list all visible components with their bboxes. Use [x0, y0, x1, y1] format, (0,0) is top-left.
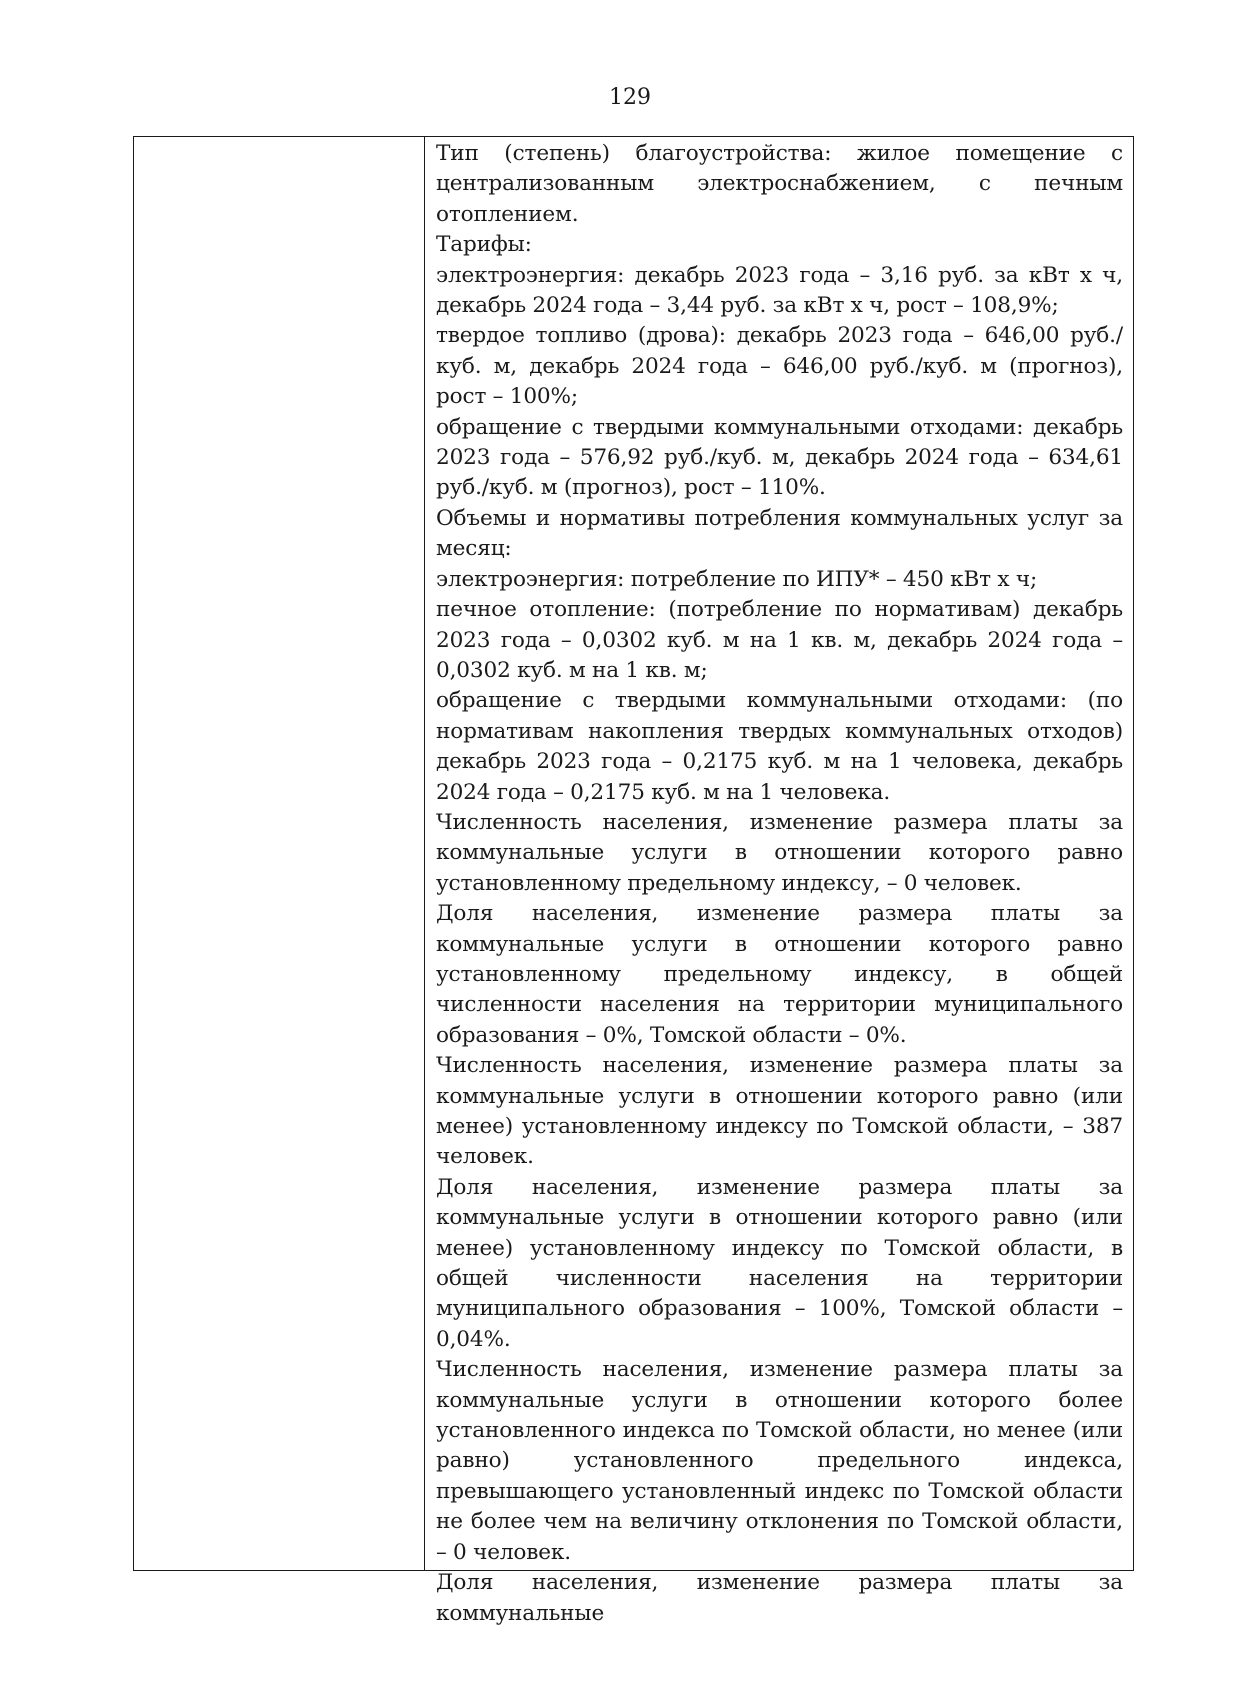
- paragraph-share-above-index: Доля населения, изменение размера платы за коммунальные: [436, 1570, 1123, 1626]
- paragraph-tariffs-heading: Тарифы:: [436, 232, 532, 258]
- paragraph-volume-waste: обращение с твердыми коммунальными отходами: (по нормативам накопления твердых коммунальных отходов) декабрь 2023 года – 0,2175 куб. м на 1 человека, декабрь 2024 года – 0,2175 куб. м на 1 человека.: [436, 688, 1123, 805]
- paragraph-volume-stove-heating: печное отопление: (потребление по нормативам) декабрь 2023 года – 0,0302 куб. м на 1 кв. м, декабрь 2024 года – 0,0302 куб. м на 1 кв. м;: [436, 597, 1123, 683]
- paragraph-tariff-electricity: электроэнергия: декабрь 2023 года – 3,16 руб. за кВт х ч, декабрь 2024 года – 3,44 руб. за кВт х ч, рост – 108,9%;: [436, 262, 1123, 319]
- paragraph-amenities-type: Тип (степень) благоустройства: жилое помещение с централизованным электроснабжением, с печным отоплением.: [436, 141, 1123, 227]
- page-number: 129: [609, 85, 651, 110]
- paragraph-tariff-waste: обращение с твердыми коммунальными отходами: декабрь 2023 года – 576,92 руб./куб. м, декабрь 2024 года – 634,61 руб./куб. м (прогноз), рост – 110%.: [436, 414, 1123, 501]
- paragraph-population-equal-limit: Численность населения, изменение размера платы за коммунальные услуги в отношении которого равно установленному предельному индексу, – 0 человек.: [436, 809, 1123, 896]
- table-right-cell: [425, 137, 1133, 1626]
- paragraph-share-equal-limit: Доля населения, изменение размера платы за коммунальные услуги в отношении которого равно установленному предельному индексу, в общей численности населения на территории муниципального образования – 0%, Томской области – 0%.: [436, 901, 1123, 1048]
- paragraph-tariff-solid-fuel: твердое топливо (дрова): декабрь 2023 года – 646,00 руб./куб. м, декабрь 2024 года – 646,00 руб./куб. м (прогноз), рост – 100%;: [436, 323, 1123, 410]
- table-left-cell: [134, 137, 425, 1570]
- paragraph-population-above-index: Численность населения, изменение размера платы за коммунальные услуги в отношении которого более установленного индекса по Томской области, но менее (или равно) установленного предельного индекса, превышающего установленный индекс по Томской области не более чем на величину отклонения по Томской области, – 0 человек.: [436, 1357, 1123, 1565]
- paragraph-population-within-index: Численность населения, изменение размера платы за коммунальные услуги в отношении которого равно (или менее) установленному индексу по Томской области, – 387 человек.: [436, 1053, 1123, 1170]
- paragraph-volumes-heading: Объемы и нормативы потребления коммунальных услуг за месяц:: [436, 505, 1123, 562]
- paragraph-volume-electricity: электроэнергия: потребление по ИПУ* – 450 кВт х ч;: [436, 566, 1038, 592]
- paragraph-share-within-index: Доля населения, изменение размера платы за коммунальные услуги в отношении которого равно (или менее) установленному индексу по Томской области, в общей численности населения на территории муниципального образования – 100%, Томской области – 0,04%.: [436, 1174, 1123, 1352]
- document-table: [133, 136, 1134, 1626]
